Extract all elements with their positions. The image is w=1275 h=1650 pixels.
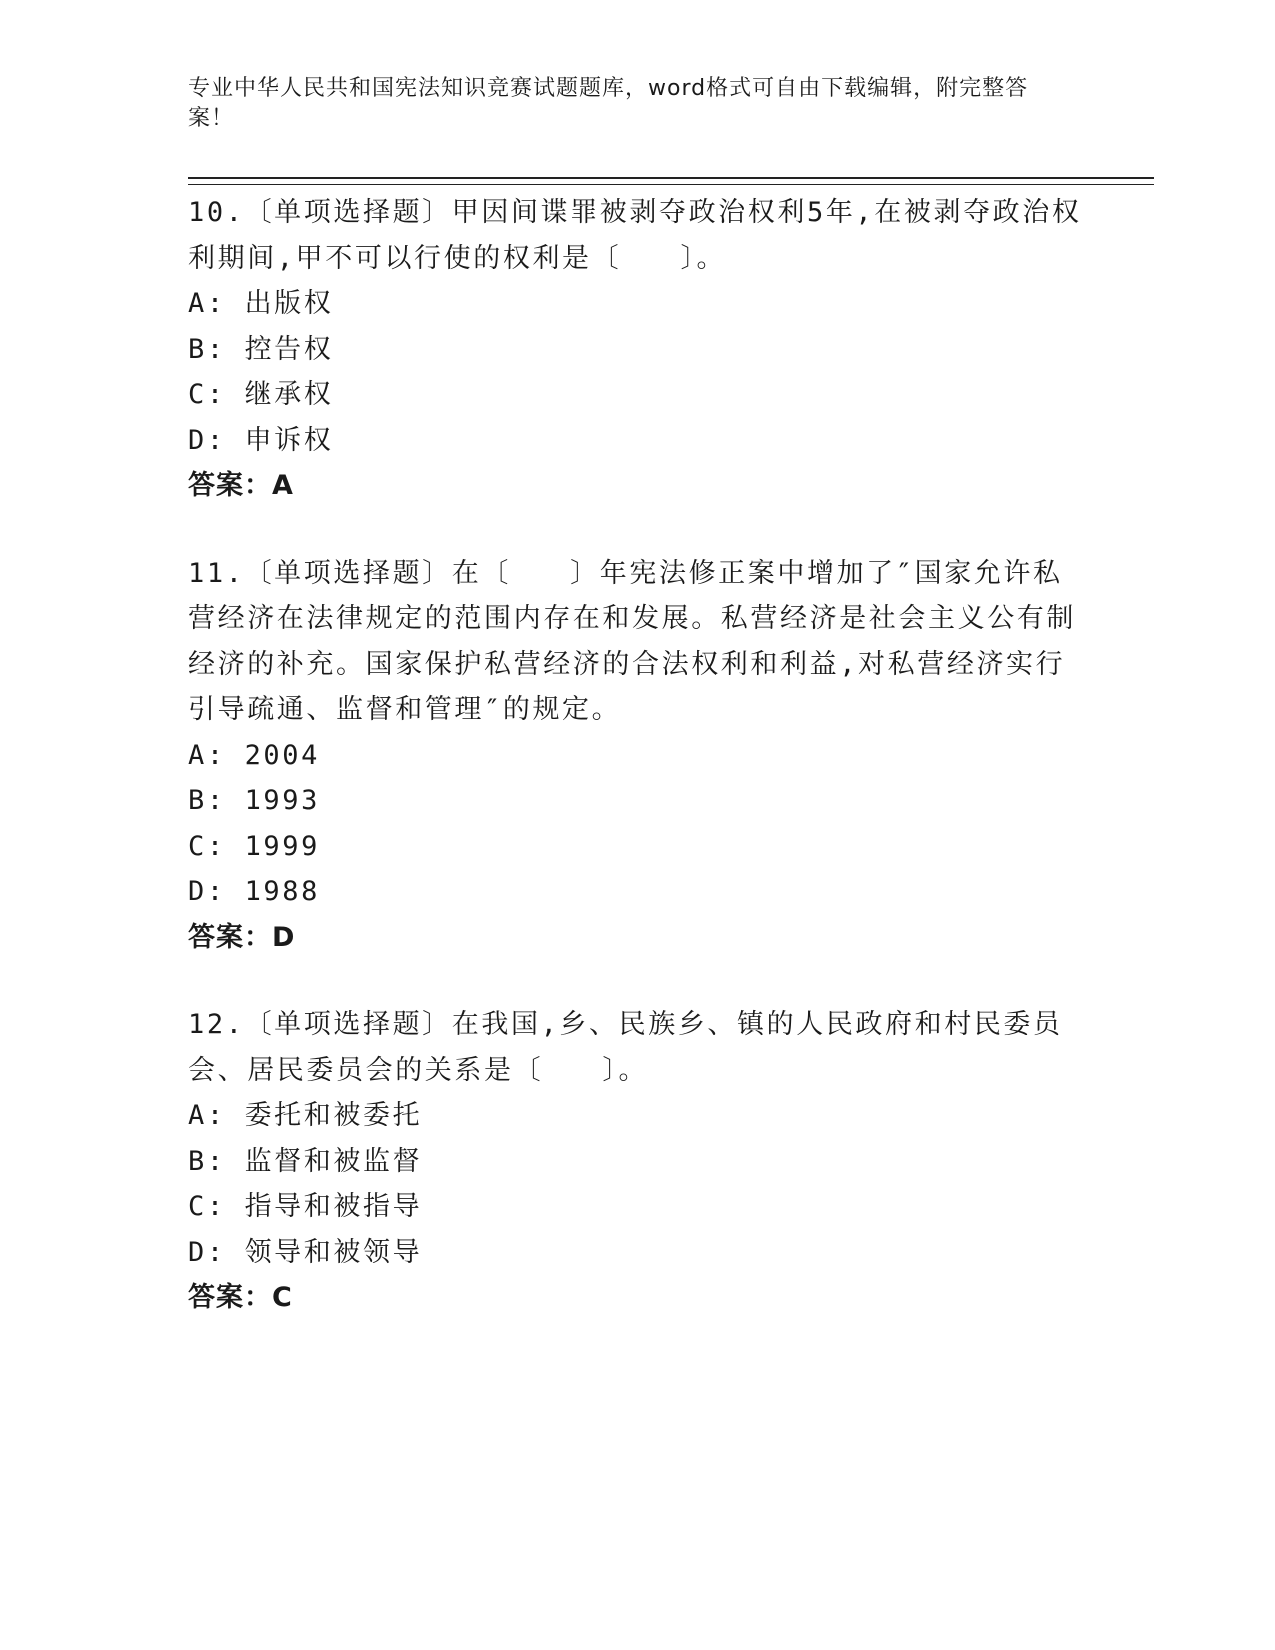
option-a: A: 出版权 — [188, 288, 334, 319]
option-c: C: 1999 — [188, 830, 320, 862]
option-c: C: 继承权 — [188, 379, 334, 410]
answer-line: 答案：D — [188, 921, 296, 953]
option-b: B: 1993 — [188, 785, 320, 816]
option-d: D: 申诉权 — [188, 424, 334, 456]
header-divider-thick — [188, 177, 1154, 179]
question-stem: 12.〔单项选择题〕在我国,乡、民族乡、镇的人民政府和村民委员会、居民委员会的关系是〔 〕。 — [188, 1009, 1063, 1086]
header-divider-thin — [188, 184, 1154, 185]
question-11 — [188, 551, 1088, 961]
answer-line: 答案：A — [188, 470, 294, 501]
question-list — [188, 190, 1088, 1363]
question-stem: 11.〔单项选择题〕在〔 〕年宪法修正案中增加了″国家允许私营经济在法律规定的范围内存在和发展。私营经济是社会主义公有制经济的补充。国家保护私营经济的合法权利和利益,对私营经济实行引导疏通、监督和管理″的规定。 — [188, 557, 1076, 725]
option-a: A: 2004 — [188, 739, 320, 771]
question-stem: 10.〔单项选择题〕甲因间谍罪被剥夺政治权利5年,在被剥夺政治权利期间,甲不可以行使的权利是〔 〕。 — [188, 197, 1082, 274]
option-c: C: 指导和被指导 — [188, 1191, 423, 1222]
answer-line: 答案：C — [188, 1282, 293, 1313]
option-b: B: 监督和被监督 — [188, 1145, 423, 1177]
option-b: B: 控告权 — [188, 333, 334, 365]
option-d: D: 领导和被领导 — [188, 1236, 423, 1268]
option-a: A: 委托和被委托 — [188, 1100, 423, 1131]
option-d: D: 1988 — [188, 876, 320, 907]
document-header: 专业中华人民共和国宪法知识竞赛试题题库，word格式可自由下载编辑，附完整答案！ — [188, 76, 1029, 131]
question-12 — [188, 1002, 1088, 1321]
question-10 — [188, 190, 1088, 509]
